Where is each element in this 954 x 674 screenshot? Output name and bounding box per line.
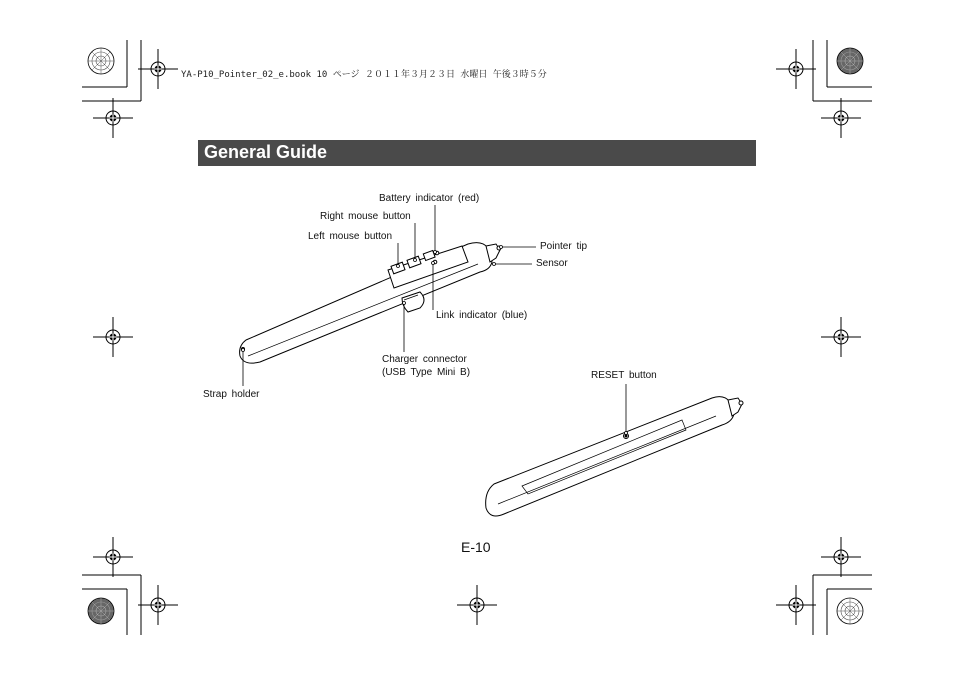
label-charger-connector: Charger connector (382, 354, 467, 365)
label-left-mouse-button: Left mouse button (308, 231, 393, 242)
page-number: E-10 (461, 539, 491, 555)
section-title-bar (198, 140, 756, 166)
pointer-front-illustration (240, 243, 501, 363)
label-pointer-tip: Pointer tip (540, 241, 588, 252)
label-charger-connector-type: (USB Type Mini B) (382, 367, 471, 378)
book-file-info: YA-P10_Pointer_02_e.book 10 ページ ２０１１年３月２３日 水曜日 午後３時５分 (181, 70, 547, 80)
pointer-back-illustration (486, 397, 743, 516)
section-title: General Guide (204, 142, 328, 162)
star-marks (88, 48, 863, 624)
label-right-mouse-button: Right mouse button (320, 211, 411, 222)
label-sensor: Sensor (536, 258, 568, 269)
label-reset-button: RESET button (591, 370, 657, 381)
label-link-indicator: Link indicator (blue) (436, 310, 528, 321)
label-strap-holder: Strap holder (203, 389, 260, 400)
label-battery-indicator: Battery indicator (red) (379, 193, 480, 204)
